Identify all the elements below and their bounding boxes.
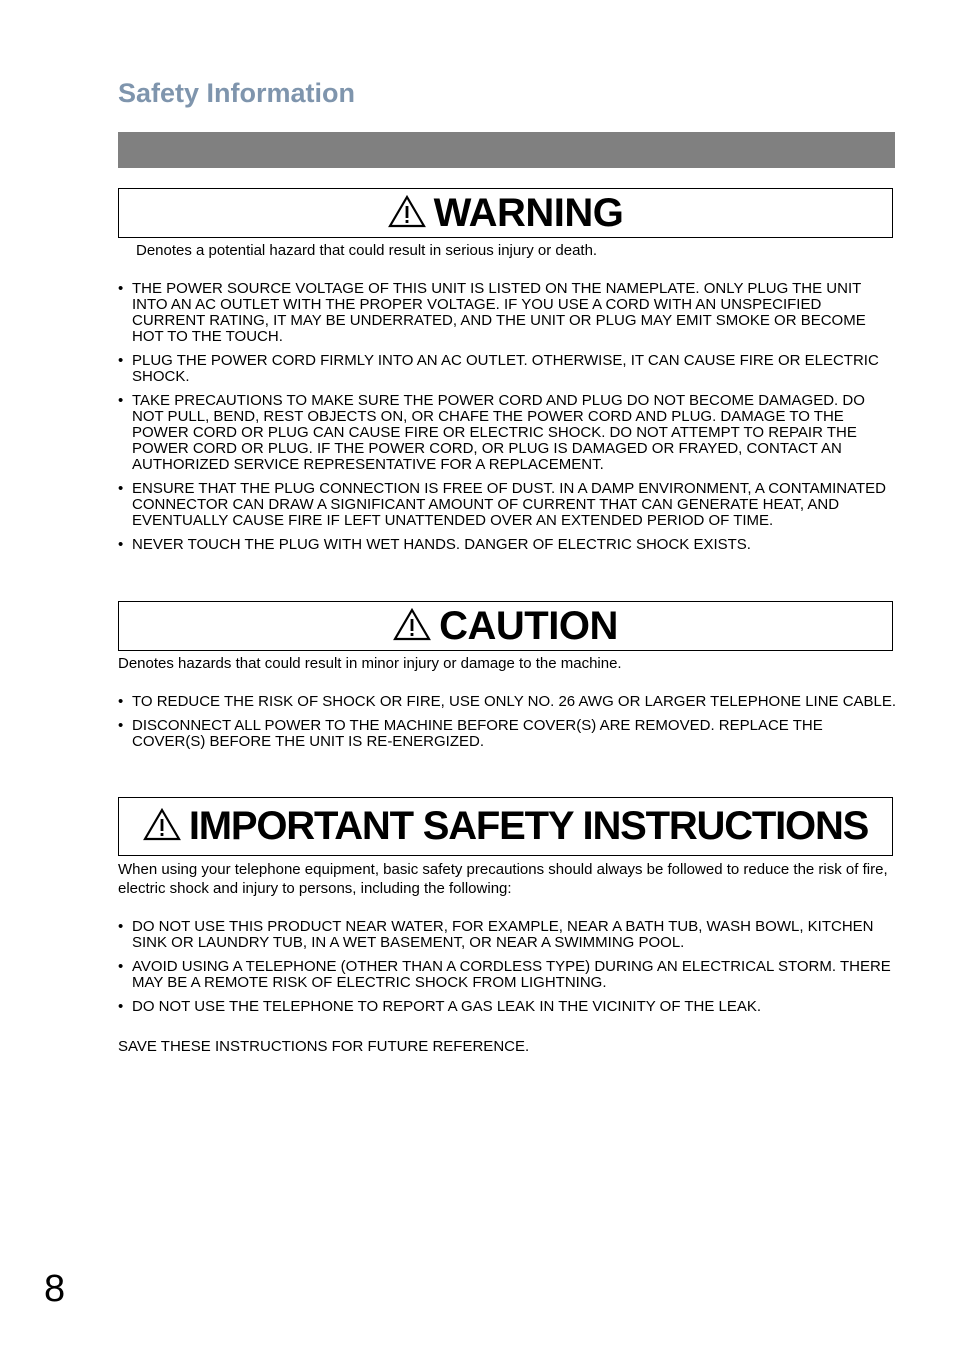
list-item: • DO NOT USE THIS PRODUCT NEAR WATER, FOR EXAMPLE, NEAR A BATH TUB, WASH BOWL, KITCHEN SINK OR LAUNDRY TUB, IN A WET BASEMENT, OR NEAR A SWIMMING POOL. [118, 919, 898, 951]
page-number: 8 [44, 1268, 66, 1310]
warning-box [118, 188, 893, 238]
important-description: When using your telephone equipment, basic safety precautions should always be followed to reduce the risk of fire, electric shock and injury to persons, including the following: [118, 861, 888, 897]
save-instructions-note: SAVE THESE INSTRUCTIONS FOR FUTURE REFERENCE. [118, 1038, 530, 1055]
warning-triangle-icon [388, 194, 426, 233]
list-item: • PLUG THE POWER CORD FIRMLY INTO AN AC OUTLET. OTHERWISE, IT CAN CAUSE FIRE OR ELECTRIC SHOCK. [118, 353, 898, 385]
warning-label: WARNING [433, 190, 624, 235]
warning-list [118, 281, 898, 561]
list-item: • AVOID USING A TELEPHONE (OTHER THAN A CORDLESS TYPE) DURING AN ELECTRICAL STORM. THERE MAY BE A REMOTE RISK OF ELECTRIC SHOCK FROM LIGHTNING. [118, 959, 898, 991]
caution-list [118, 694, 898, 758]
warning-description: Denotes a potential hazard that could result in serious injury or death. [136, 242, 598, 259]
list-item: • DO NOT USE THE TELEPHONE TO REPORT A GAS LEAK IN THE VICINITY OF THE LEAK. [118, 999, 898, 1015]
list-item: • DISCONNECT ALL POWER TO THE MACHINE BEFORE COVER(S) ARE REMOVED. REPLACE THE COVER(S) BEFORE THE UNIT IS RE-ENERGIZED. [118, 718, 898, 750]
important-label: IMPORTANT SAFETY INSTRUCTIONS [188, 804, 869, 848]
list-item: • ENSURE THAT THE PLUG CONNECTION IS FREE OF DUST. IN A DAMP ENVIRONMENT, A CONTAMINATED CONNECTOR CAN DRAW A SIGNIFICANT AMOUNT OF CURRENT THAT CAN GENERATE HEAT, AND EVENTUALLY CAUSE FIRE IF LEFT UNATTENDED OVER AN EXTENDED PERIOD OF TIME. [118, 481, 898, 529]
caution-box [118, 601, 893, 651]
section-title: Safety Information [118, 78, 356, 108]
caution-label: CAUTION [439, 603, 618, 648]
caution-triangle-icon [393, 607, 431, 646]
important-list [118, 919, 898, 1023]
important-triangle-icon [143, 807, 181, 846]
important-box [118, 797, 893, 856]
caution-description: Denotes hazards that could result in minor injury or damage to the machine. [118, 655, 622, 672]
list-item: • THE POWER SOURCE VOLTAGE OF THIS UNIT IS LISTED ON THE NAMEPLATE. ONLY PLUG THE UNIT INTO AN AC OUTLET WITH THE PROPER VOLTAGE. IF YOU USE A CORD WITH AN UNSPECIFIED CURRENT RATING, IT MAY BE UNDERRATED, AND THE UNIT OR PLUG MAY EMIT SMOKE OR BECOME HOT TO THE TOUCH. [118, 281, 898, 345]
list-item: • NEVER TOUCH THE PLUG WITH WET HANDS. DANGER OF ELECTRIC SHOCK EXISTS. [118, 537, 898, 553]
list-item: • TAKE PRECAUTIONS TO MAKE SURE THE POWER CORD AND PLUG DO NOT BECOME DAMAGED. DO NOT PULL, BEND, REST OBJECTS ON, OR CHAFE THE POWER CORD AND PLUG. DAMAGE TO THE POWER CORD OR PLUG CAN CAUSE FIRE OR ELECTRIC SHOCK. DO NOT ATTEMPT TO REPAIR THE POWER CORD OR PLUG. IF THE POWER CORD, OR PLUG IS DAMAGED OR FRAYED, CONTACT AN AUTHORIZED SERVICE REPRESENTATIVE FOR A REPLACEMENT. [118, 393, 898, 473]
section-header-bar [118, 132, 895, 168]
list-item: • TO REDUCE THE RISK OF SHOCK OR FIRE, USE ONLY NO. 26 AWG OR LARGER TELEPHONE LINE CABLE. [118, 694, 898, 710]
